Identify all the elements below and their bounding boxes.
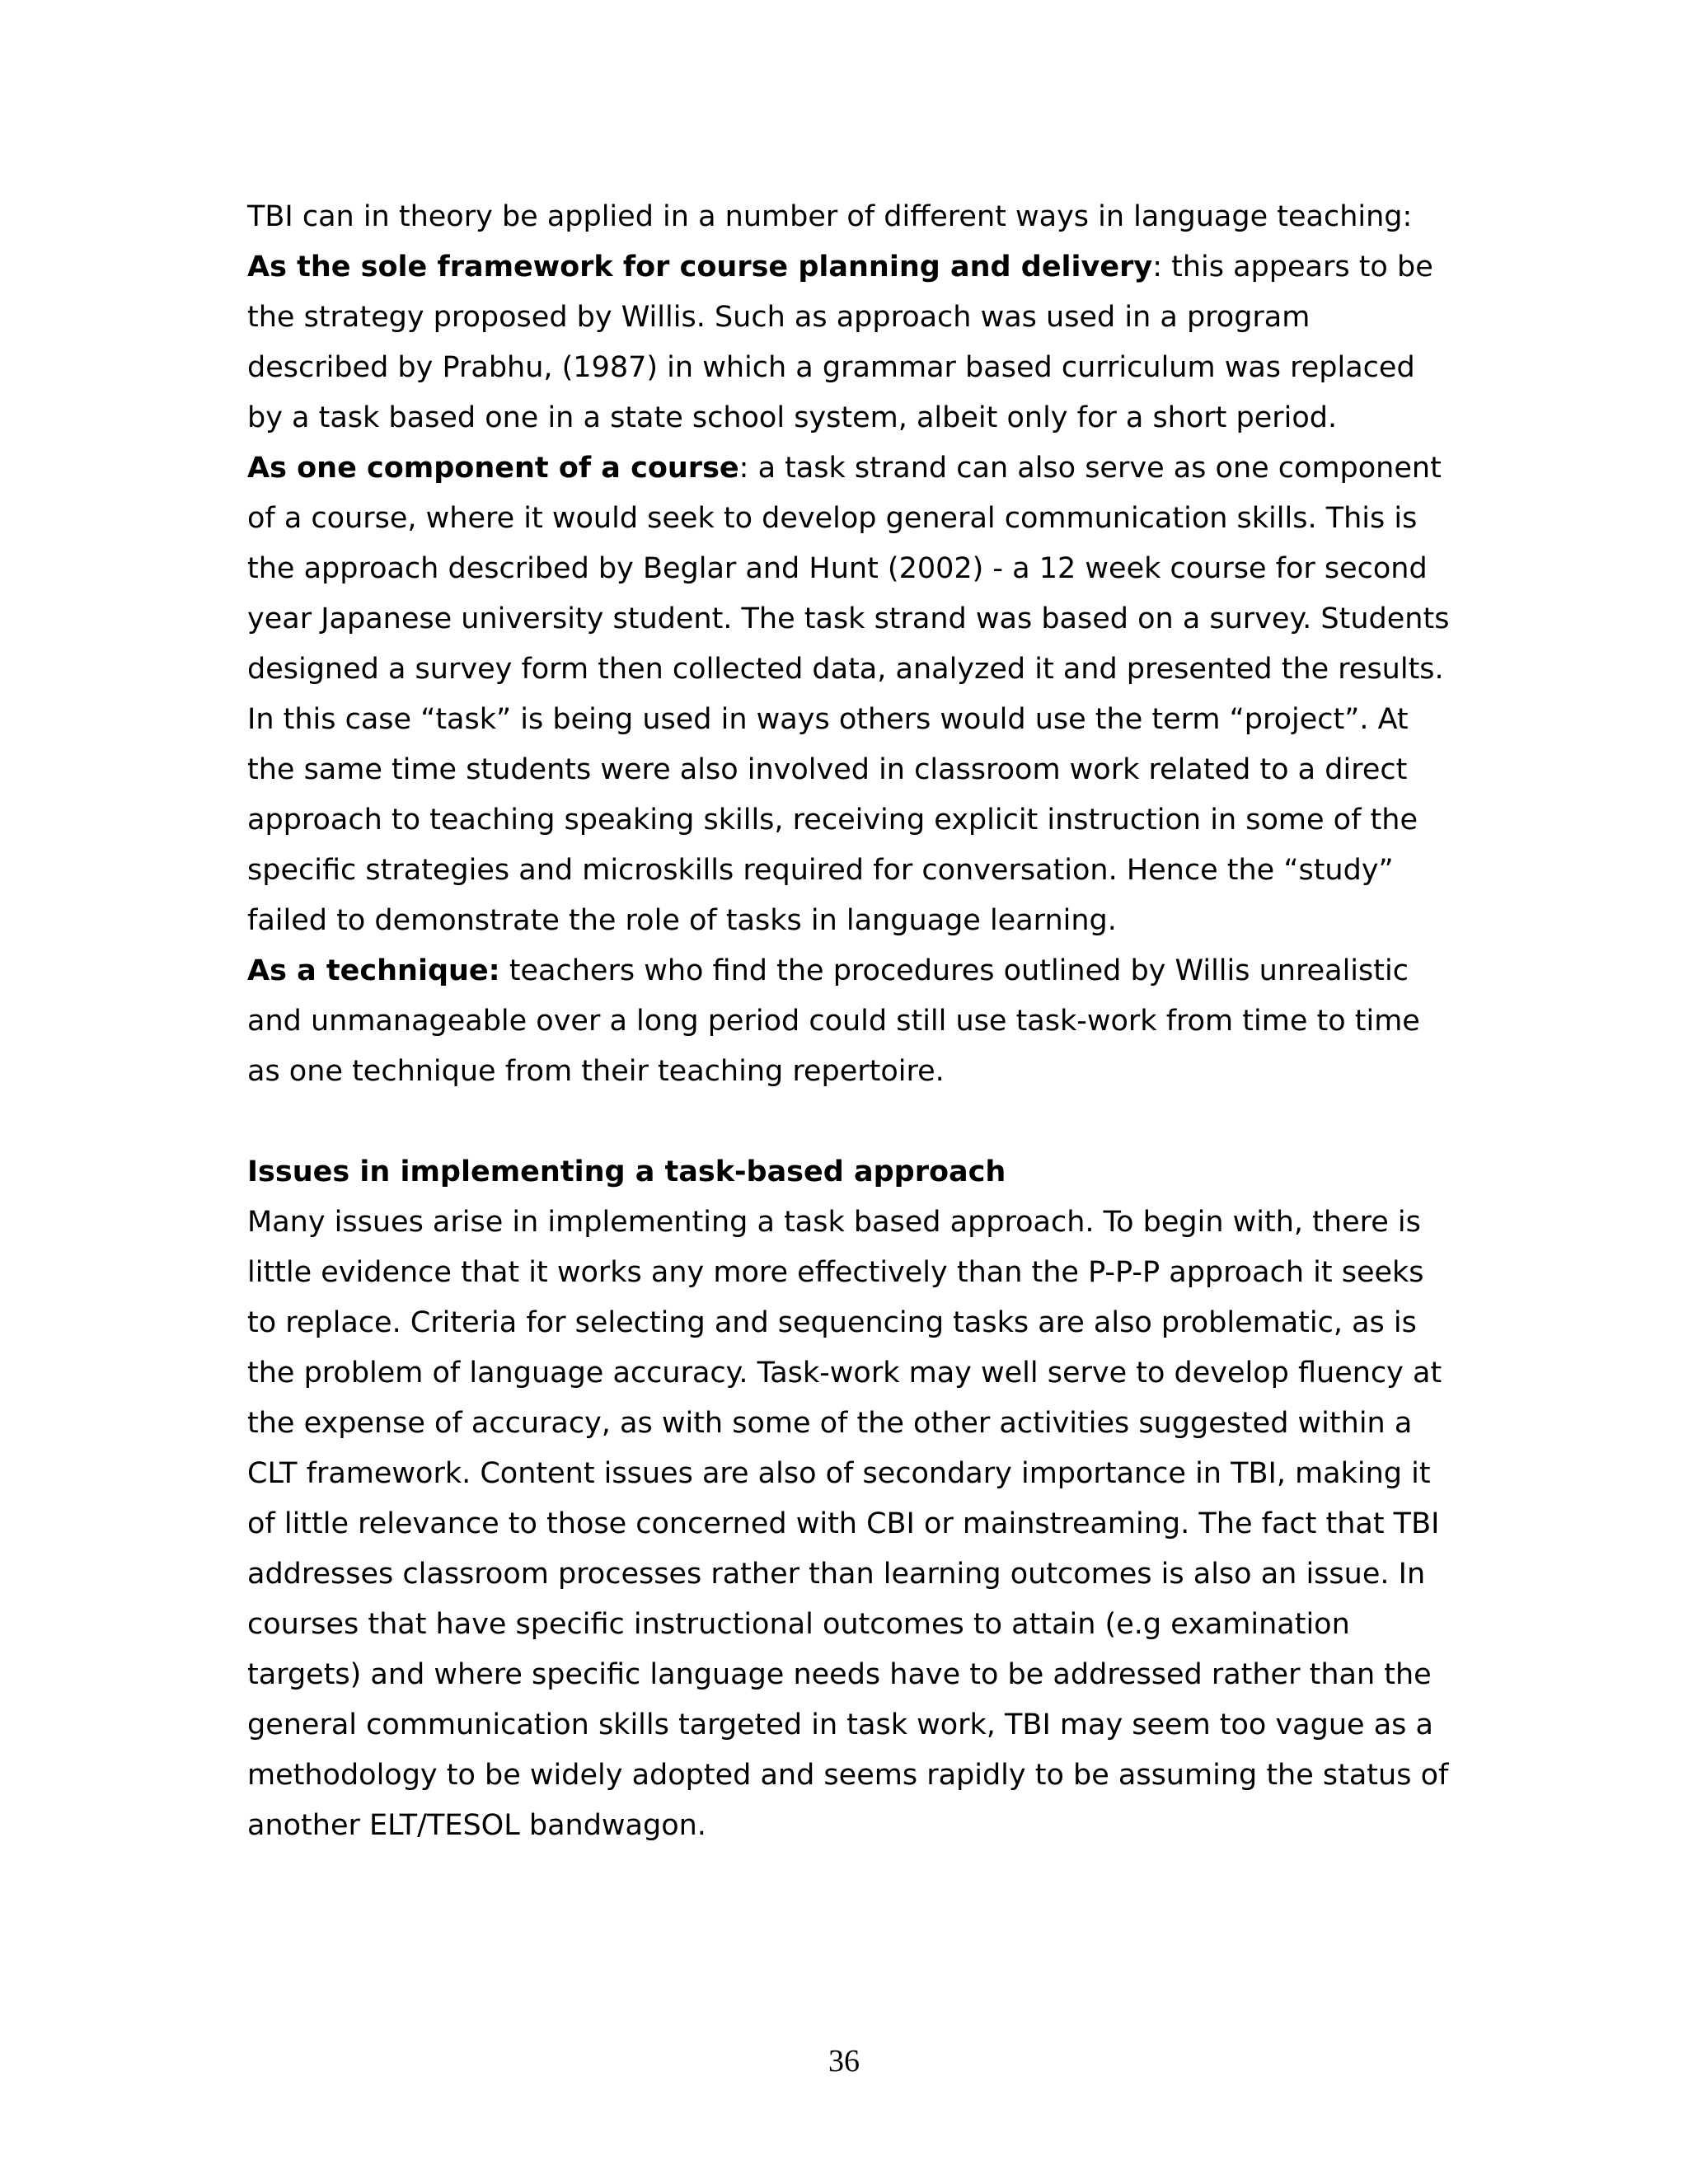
item-text: a task strand can also serve as one component of a course, where it would seek to develop general communication skills. This is the approach described by Beglar and Hunt (2002) - a 12 week course for second year Japanese university student. The task strand was based on a survey. Students designed a survey form then collected data, analyzed it and presented the results. In this case “task” is being used in ways others would use the term “project”. At the same time students were also involved in classroom work related to a direct approach to teaching speaking skills, receiving explicit instruction in some of the specific strategies and microskills required for conversation. Hence the “study” failed to demonstrate the role of tasks in language learning. <box>247 452 1450 937</box>
page-number: 36 <box>828 2044 860 2079</box>
item-one-component <box>247 443 1459 946</box>
item-label: As the sole framework for course planning and delivery <box>247 251 1153 284</box>
item-text: teachers who find the procedures outlined by Willis unrealistic and unmanageable over a long period could still use task-work from time to time as one technique from their teaching repertoire. <box>247 954 1420 1088</box>
item-separator: : <box>738 452 749 485</box>
paragraph-gap <box>247 1097 1459 1147</box>
item-separator: : <box>1152 251 1162 284</box>
item-label: As a technique: <box>247 954 500 987</box>
item-sole-framework <box>247 242 1459 443</box>
item-label: As one component of a course <box>247 452 739 485</box>
item-technique <box>247 946 1459 1097</box>
section-heading: Issues in implementing a task-based approach <box>247 1155 1006 1188</box>
body-text <box>247 192 1459 1851</box>
section-body-paragraph: Many issues arise in implementing a task based approach. To begin with, there is little evidence that it works any more effectively than the P-P-P approach it seeks to replace. Criteria for selecting and sequencing tasks are also problematic, as is the problem of language accuracy. Task-work may well serve to develop fluency at the expense of accuracy, as with some of the other activities suggested within a CLT framework. Content issues are also of secondary importance in TBI, making it of little relevance to those concerned with CBI or mainstreaming. The fact that TBI addresses classroom processes rather than learning outcomes is also an issue. In courses that have specific instructional outcomes to attain (e.g examination targets) and where specific language needs have to be addressed rather than the general communication skills targeted in task work, TBI may seem too vague as a methodology to be widely adopted and seems rapidly to be assuming the status of another ELT/TESOL bandwagon. <box>247 1206 1449 1842</box>
intro-paragraph: TBI can in theory be applied in a number of different ways in language teaching: <box>247 200 1413 233</box>
item-text: this appears to be the strategy proposed by Willis. Such as approach was used in a program described by Prabhu, (1987) in which a grammar based curriculum was replaced by a task based one in a state school system, albeit only for a short period. <box>247 251 1433 434</box>
